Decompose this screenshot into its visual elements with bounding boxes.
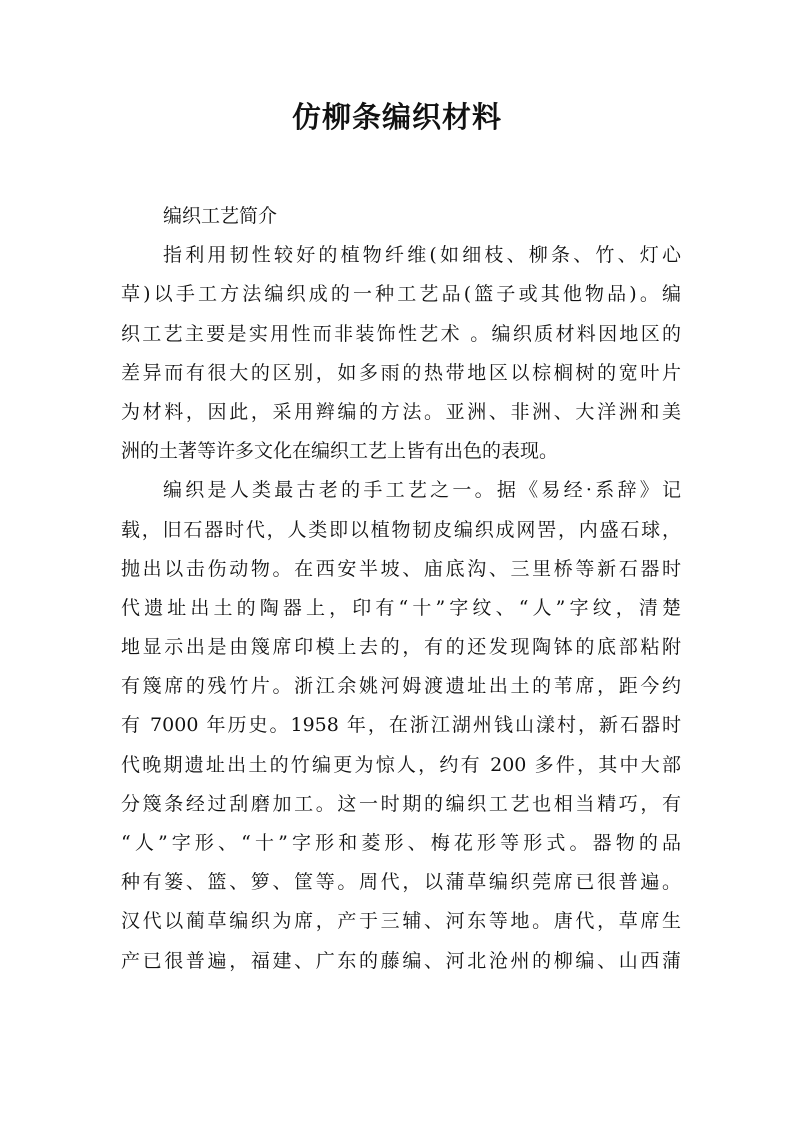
- paragraph-1: [121, 236, 681, 471]
- text-line: 代晚期遗址出土的竹编更为惊人，约有 200 多件，其中大部: [121, 753, 681, 776]
- text-line: 产已很普遍，福建、广东的藤编、河北沧州的柳编、山西蒲: [121, 949, 681, 972]
- text-line: 洲的土著等许多文化在编织工艺上皆有出色的表现。: [121, 440, 559, 463]
- text-line: 汉代以蔺草编织为席，产于三辅、河东等地。唐代，草席生: [121, 910, 681, 933]
- text-line: 编织是人类最古老的手工艺之一。据《易经·系辞》记: [163, 479, 681, 502]
- text-line: 种有篓、篮、箩、筐等。周代，以蒲草编织莞席已很普遍。: [121, 871, 681, 894]
- document-body: [121, 197, 681, 981]
- text-line: 有 7000 年历史。1958 年，在浙江湖州钱山漾村，新石器时: [121, 714, 681, 737]
- text-line: 为材料，因此，采用辫编的方法。亚洲、非洲、大洋洲和美: [121, 400, 681, 423]
- document-title: 仿柳条编织材料: [291, 100, 502, 134]
- paragraph-2: [121, 471, 681, 980]
- text-line: 抛出以击伤动物。在西安半坡、庙底沟、三里桥等新石器时: [121, 557, 681, 580]
- text-line: “人”字形、“十”字形和菱形、梅花形等形式。器物的品: [121, 832, 681, 854]
- text-line: 差异而有很大的区别，如多雨的热带地区以棕榈树的宽叶片: [121, 361, 681, 384]
- text-line: 地显示出是由篾席印模上去的，有的还发现陶钵的底部粘附: [121, 636, 681, 659]
- text-line: 代遗址出土的陶器上，印有“十”字纹、“人”字纹，清楚: [121, 596, 681, 619]
- text-line: 草)以手工方法编织成的一种工艺品(篮子或其他物品)。编: [121, 283, 681, 306]
- text-line: 指利用韧性较好的植物纤维(如细枝、柳条、竹、灯心: [163, 244, 681, 267]
- section-heading: 编织工艺简介: [163, 205, 278, 227]
- text-line: 有篾席的残竹片。浙江余姚河姆渡遗址出土的苇席，距今约: [121, 675, 681, 698]
- text-line: 分篾条经过刮磨加工。这一时期的编织工艺也相当精巧，有: [121, 792, 681, 815]
- text-line: 织工艺主要是实用性而非装饰性艺术 。编织质材料因地区的: [121, 322, 681, 345]
- text-line: 载，旧石器时代，人类即以植物韧皮编织成网罟，内盛石球，: [121, 518, 681, 541]
